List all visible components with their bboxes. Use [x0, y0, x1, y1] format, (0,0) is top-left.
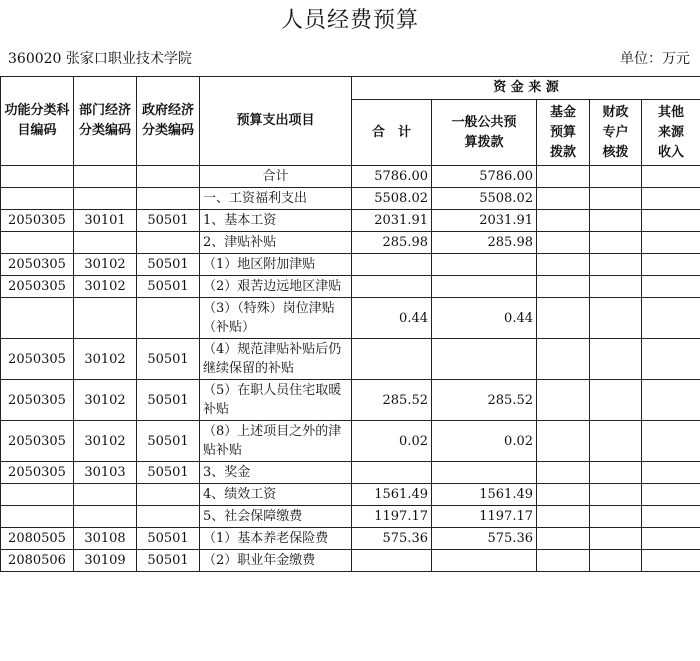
func-code-cell: 2050305	[1, 462, 74, 484]
dept-code-cell: 30103	[74, 462, 137, 484]
fund-cell	[537, 298, 590, 339]
total-cell: 0.44	[352, 298, 432, 339]
general-cell	[432, 550, 537, 572]
header-general: 一般公共预算拨款	[432, 100, 537, 166]
total-cell: 285.98	[352, 232, 432, 254]
other-cell	[642, 166, 700, 188]
item-cell: 3、奖金	[200, 462, 352, 484]
header-dept-code: 部门经济分类编码	[74, 77, 137, 166]
item-cell: （3）（特殊）岗位津贴（补贴）	[200, 298, 352, 339]
table-row	[1, 339, 700, 380]
dept-code-cell	[74, 232, 137, 254]
budget-table	[0, 76, 700, 572]
item-cell: 5、社会保障缴费	[200, 506, 352, 528]
func-code-cell	[1, 484, 74, 506]
gov-code-cell: 50501	[137, 550, 200, 572]
other-cell	[642, 484, 700, 506]
dept-code-cell: 30108	[74, 528, 137, 550]
special-cell	[590, 339, 642, 380]
total-cell: 285.52	[352, 380, 432, 421]
gov-code-cell: 50501	[137, 462, 200, 484]
fund-cell	[537, 462, 590, 484]
func-code-cell	[1, 166, 74, 188]
table-row	[1, 484, 700, 506]
fund-cell	[537, 380, 590, 421]
general-cell: 5508.02	[432, 188, 537, 210]
dept-code-cell: 30109	[74, 550, 137, 572]
table-row	[1, 210, 700, 232]
special-cell	[590, 166, 642, 188]
fund-cell	[537, 210, 590, 232]
other-cell	[642, 254, 700, 276]
general-cell: 0.44	[432, 298, 537, 339]
header-func-code: 功能分类科目编码	[1, 77, 74, 166]
header-total: 合 计	[352, 100, 432, 166]
special-cell	[590, 506, 642, 528]
total-cell: 5786.00	[352, 166, 432, 188]
item-cell: 4、绩效工资	[200, 484, 352, 506]
other-cell	[642, 528, 700, 550]
general-cell	[432, 254, 537, 276]
special-cell	[590, 298, 642, 339]
total-cell	[352, 339, 432, 380]
table-row	[1, 528, 700, 550]
organization-label: 360020 张家口职业技术学院	[8, 51, 192, 67]
fund-cell	[537, 421, 590, 462]
table-row	[1, 232, 700, 254]
special-cell	[590, 462, 642, 484]
fund-cell	[537, 550, 590, 572]
general-cell: 0.02	[432, 421, 537, 462]
total-cell	[352, 550, 432, 572]
func-code-cell	[1, 188, 74, 210]
gov-code-cell: 50501	[137, 276, 200, 298]
item-cell: 1、基本工资	[200, 210, 352, 232]
table-row	[1, 380, 700, 421]
func-code-cell: 2050305	[1, 276, 74, 298]
dept-code-cell: 30102	[74, 254, 137, 276]
unit-label: 单位：万元	[620, 51, 690, 67]
gov-code-cell	[137, 298, 200, 339]
other-cell	[642, 188, 700, 210]
fund-cell	[537, 232, 590, 254]
general-cell	[432, 339, 537, 380]
fund-cell	[537, 506, 590, 528]
other-cell	[642, 380, 700, 421]
total-cell: 0.02	[352, 421, 432, 462]
func-code-cell: 2080505	[1, 528, 74, 550]
func-code-cell: 2080506	[1, 550, 74, 572]
other-cell	[642, 550, 700, 572]
fund-cell	[537, 166, 590, 188]
general-cell	[432, 462, 537, 484]
item-cell: （1）地区附加津贴	[200, 254, 352, 276]
header-gov-code: 政府经济分类编码	[137, 77, 200, 166]
item-cell: 2、津贴补贴	[200, 232, 352, 254]
header-fund-budget: 基金预算拨款	[537, 100, 590, 166]
func-code-cell: 2050305	[1, 254, 74, 276]
header-special: 财政专户核拨	[590, 100, 642, 166]
func-code-cell	[1, 506, 74, 528]
fund-cell	[537, 254, 590, 276]
total-cell: 575.36	[352, 528, 432, 550]
general-cell	[432, 276, 537, 298]
dept-code-cell	[74, 188, 137, 210]
special-cell	[590, 550, 642, 572]
header-item: 预算支出项目	[200, 77, 352, 166]
table-row	[1, 254, 700, 276]
table-row	[1, 298, 700, 339]
table-row	[1, 462, 700, 484]
special-cell	[590, 210, 642, 232]
item-cell: （4）规范津贴补贴后仍继续保留的补贴	[200, 339, 352, 380]
func-code-cell: 2050305	[1, 380, 74, 421]
table-row	[1, 188, 700, 210]
other-cell	[642, 339, 700, 380]
item-cell: （1）基本养老保险费	[200, 528, 352, 550]
general-cell: 285.98	[432, 232, 537, 254]
other-cell	[642, 210, 700, 232]
func-code-cell: 2050305	[1, 339, 74, 380]
gov-code-cell	[137, 188, 200, 210]
total-row	[1, 166, 700, 188]
general-cell: 5786.00	[432, 166, 537, 188]
general-cell: 1197.17	[432, 506, 537, 528]
fund-cell	[537, 188, 590, 210]
gov-code-cell	[137, 506, 200, 528]
other-cell	[642, 276, 700, 298]
gov-code-cell: 50501	[137, 380, 200, 421]
general-cell: 575.36	[432, 528, 537, 550]
table-row	[1, 506, 700, 528]
other-cell	[642, 421, 700, 462]
gov-code-cell: 50501	[137, 421, 200, 462]
func-code-cell: 2050305	[1, 210, 74, 232]
dept-code-cell: 30102	[74, 339, 137, 380]
general-cell: 1561.49	[432, 484, 537, 506]
total-cell	[352, 276, 432, 298]
item-cell: 合计	[200, 166, 352, 188]
item-cell: （5）在职人员住宅取暖补贴	[200, 380, 352, 421]
total-cell: 2031.91	[352, 210, 432, 232]
gov-code-cell	[137, 232, 200, 254]
gov-code-cell: 50501	[137, 254, 200, 276]
total-cell: 1197.17	[352, 506, 432, 528]
gov-code-cell	[137, 484, 200, 506]
dept-code-cell	[74, 166, 137, 188]
dept-code-cell: 30101	[74, 210, 137, 232]
func-code-cell	[1, 232, 74, 254]
total-cell: 5508.02	[352, 188, 432, 210]
special-cell	[590, 421, 642, 462]
other-cell	[642, 232, 700, 254]
dept-code-cell: 30102	[74, 421, 137, 462]
special-cell	[590, 188, 642, 210]
gov-code-cell: 50501	[137, 339, 200, 380]
item-cell: （2）职业年金缴费	[200, 550, 352, 572]
dept-code-cell	[74, 506, 137, 528]
special-cell	[590, 276, 642, 298]
other-cell	[642, 506, 700, 528]
general-cell: 285.52	[432, 380, 537, 421]
page-title: 人员经费预算	[280, 8, 419, 33]
dept-code-cell: 30102	[74, 380, 137, 421]
func-code-cell	[1, 298, 74, 339]
special-cell	[590, 528, 642, 550]
table-row	[1, 421, 700, 462]
gov-code-cell: 50501	[137, 528, 200, 550]
item-cell: （8）上述项目之外的津贴补贴	[200, 421, 352, 462]
special-cell	[590, 254, 642, 276]
dept-code-cell: 30102	[74, 276, 137, 298]
special-cell	[590, 232, 642, 254]
item-cell: 一、工资福利支出	[200, 188, 352, 210]
header-other: 其他来源收入	[642, 100, 700, 166]
other-cell	[642, 298, 700, 339]
fund-cell	[537, 276, 590, 298]
total-cell	[352, 254, 432, 276]
fund-cell	[537, 484, 590, 506]
gov-code-cell: 50501	[137, 210, 200, 232]
general-cell: 2031.91	[432, 210, 537, 232]
table-row	[1, 550, 700, 572]
dept-code-cell	[74, 298, 137, 339]
dept-code-cell	[74, 484, 137, 506]
func-code-cell: 2050305	[1, 421, 74, 462]
header-fund-source: 资 金 来 源	[352, 77, 700, 100]
table-row	[1, 276, 700, 298]
special-cell	[590, 380, 642, 421]
special-cell	[590, 484, 642, 506]
fund-cell	[537, 528, 590, 550]
total-cell	[352, 462, 432, 484]
item-cell: （2）艰苦边远地区津贴	[200, 276, 352, 298]
other-cell	[642, 462, 700, 484]
gov-code-cell	[137, 166, 200, 188]
fund-cell	[537, 339, 590, 380]
total-cell: 1561.49	[352, 484, 432, 506]
